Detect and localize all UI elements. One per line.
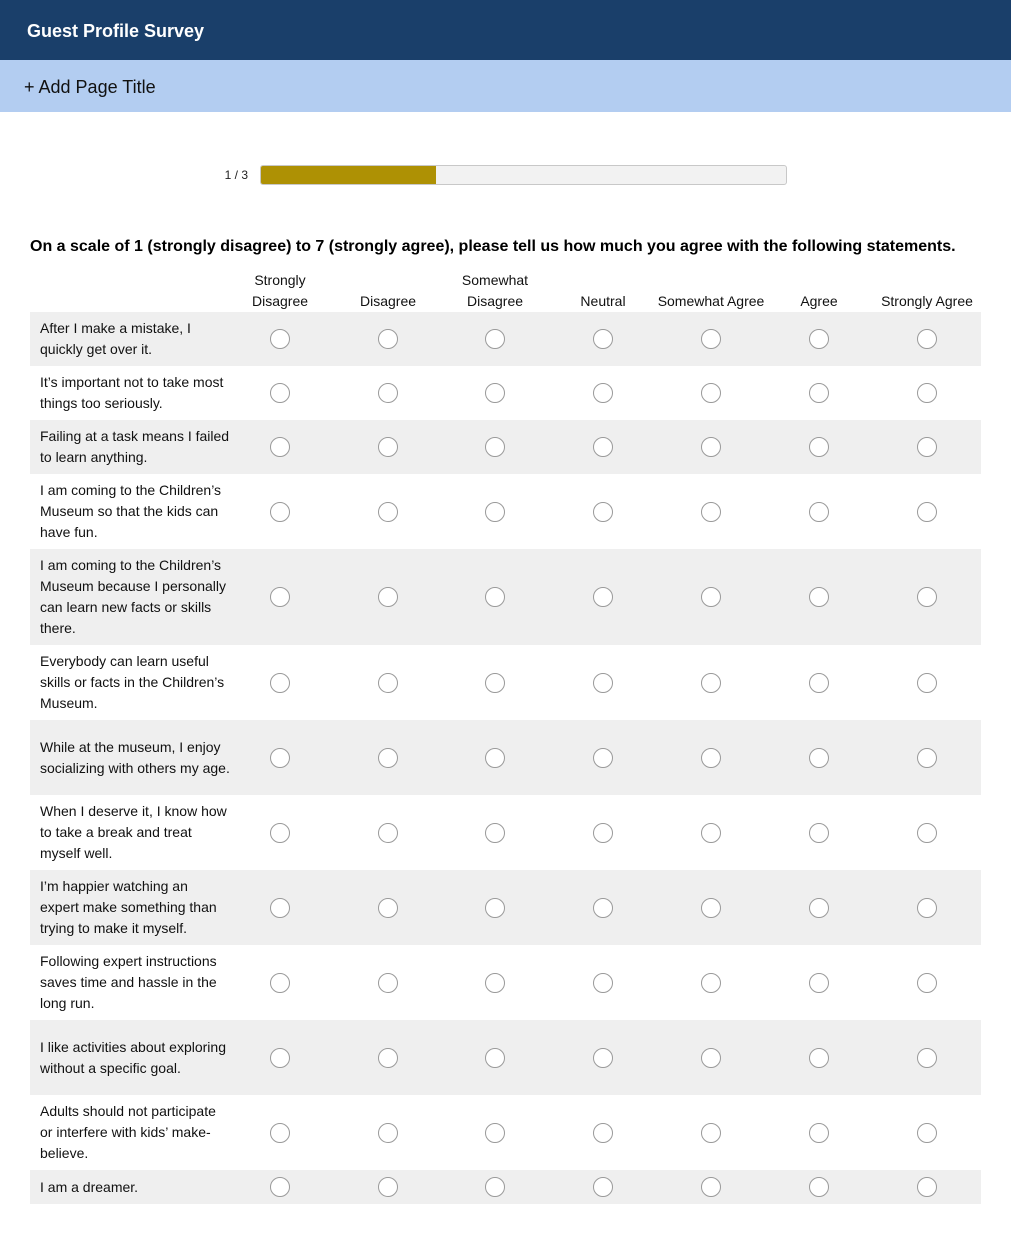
radio-strongly-agree[interactable]: [917, 898, 937, 918]
statement-label: While at the museum, I enjoy socializing with others my age.: [40, 738, 230, 776]
radio-agree[interactable]: [809, 502, 829, 522]
radio-agree[interactable]: [809, 1177, 829, 1197]
radio-somewhat-agree[interactable]: [701, 823, 721, 843]
survey-title: Guest Profile Survey: [27, 21, 205, 41]
radio-somewhat-agree[interactable]: [701, 587, 721, 607]
progress-label: 1 / 3: [224, 168, 248, 182]
radio-strongly-disagree[interactable]: [270, 1048, 290, 1068]
radio-disagree[interactable]: [378, 1123, 398, 1143]
statement-label: Failing at a task means I failed to learn anything.: [40, 428, 230, 465]
radio-agree[interactable]: [809, 823, 829, 843]
radio-somewhat-agree[interactable]: [701, 748, 721, 768]
radio-somewhat-agree[interactable]: [701, 673, 721, 693]
radio-disagree[interactable]: [378, 329, 398, 349]
radio-somewhat-disagree[interactable]: [485, 437, 505, 457]
radio-strongly-disagree[interactable]: [270, 383, 290, 403]
radio-strongly-agree[interactable]: [917, 329, 937, 349]
table-row: [30, 870, 981, 945]
radio-somewhat-agree[interactable]: [701, 502, 721, 522]
radio-somewhat-agree[interactable]: [701, 1177, 721, 1197]
radio-somewhat-disagree[interactable]: [485, 1177, 505, 1197]
radio-strongly-agree[interactable]: [917, 502, 937, 522]
radio-somewhat-agree[interactable]: [701, 1123, 721, 1143]
radio-strongly-disagree[interactable]: [270, 502, 290, 522]
radio-strongly-agree[interactable]: [917, 587, 937, 607]
radio-strongly-agree[interactable]: [917, 1177, 937, 1197]
radio-neutral[interactable]: [593, 587, 613, 607]
radio-neutral[interactable]: [593, 898, 613, 918]
radio-strongly-disagree[interactable]: [270, 437, 290, 457]
app-header: [0, 0, 1011, 60]
table-row: [30, 1020, 981, 1095]
table-row: [30, 549, 981, 645]
radio-somewhat-agree[interactable]: [701, 973, 721, 993]
radio-strongly-agree[interactable]: [917, 1048, 937, 1068]
radio-somewhat-disagree[interactable]: [485, 587, 505, 607]
radio-strongly-agree[interactable]: [917, 973, 937, 993]
radio-strongly-disagree[interactable]: [270, 748, 290, 768]
statement-label: Everybody can learn useful skills or facts in the Children’s Museum.: [40, 653, 225, 711]
radio-disagree[interactable]: [378, 383, 398, 403]
radio-disagree[interactable]: [378, 898, 398, 918]
question-text: On a scale of 1 (strongly disagree) to 7 (strongly agree), please tell us how much you agree with the following statements.: [30, 238, 956, 255]
radio-somewhat-agree[interactable]: [701, 383, 721, 403]
radio-disagree[interactable]: [378, 973, 398, 993]
radio-neutral[interactable]: [593, 1048, 613, 1068]
column-header-disagree: Disagree: [359, 293, 417, 309]
column-header-somewhat-agree: Somewhat Agree: [657, 293, 765, 309]
radio-somewhat-disagree[interactable]: [485, 673, 505, 693]
radio-agree[interactable]: [809, 587, 829, 607]
radio-agree[interactable]: [809, 898, 829, 918]
radio-agree[interactable]: [809, 329, 829, 349]
statement-rows: [30, 312, 981, 1204]
radio-strongly-disagree[interactable]: [270, 1177, 290, 1197]
table-row: [30, 795, 981, 870]
radio-agree[interactable]: [809, 1123, 829, 1143]
statement-label: I am coming to the Children’s Museum because I personally can learn new facts or skills there.: [40, 557, 226, 636]
radio-strongly-disagree[interactable]: [270, 823, 290, 843]
radio-agree[interactable]: [809, 673, 829, 693]
radio-strongly-disagree[interactable]: [270, 329, 290, 349]
radio-neutral[interactable]: [593, 823, 613, 843]
statement-label: It’s important not to take most things too seriously.: [40, 374, 224, 411]
radio-somewhat-disagree[interactable]: [485, 748, 505, 768]
progress-bar: [260, 165, 787, 185]
radio-neutral[interactable]: [593, 1177, 613, 1197]
radio-somewhat-disagree[interactable]: [485, 383, 505, 403]
radio-somewhat-disagree[interactable]: [485, 898, 505, 918]
radio-somewhat-disagree[interactable]: [485, 1048, 505, 1068]
radio-neutral[interactable]: [593, 329, 613, 349]
statement-label: I am a dreamer.: [40, 1178, 139, 1195]
statement-label: When I deserve it, I know how to take a break and treat myself well.: [40, 803, 227, 861]
radio-neutral[interactable]: [593, 437, 613, 457]
column-header-somewhat-disagree: Somewhat Disagree: [461, 272, 529, 309]
radio-strongly-disagree[interactable]: [270, 973, 290, 993]
radio-somewhat-disagree[interactable]: [485, 973, 505, 993]
radio-somewhat-disagree[interactable]: [485, 502, 505, 522]
radio-strongly-disagree[interactable]: [270, 673, 290, 693]
likert-matrix: [30, 268, 981, 1204]
radio-neutral[interactable]: [593, 973, 613, 993]
table-row: [30, 312, 981, 366]
radio-agree[interactable]: [809, 1048, 829, 1068]
statement-label: Adults should not participate or interfere with kids’ make-believe.: [40, 1103, 216, 1161]
radio-neutral[interactable]: [593, 673, 613, 693]
table-row: [30, 1095, 981, 1170]
radio-strongly-disagree[interactable]: [270, 898, 290, 918]
statement-label: I’m happier watching an expert make something than trying to make it myself.: [40, 878, 217, 936]
radio-neutral[interactable]: [593, 748, 613, 768]
radio-disagree[interactable]: [378, 673, 398, 693]
radio-disagree[interactable]: [378, 1048, 398, 1068]
radio-strongly-disagree[interactable]: [270, 587, 290, 607]
column-header-strongly-agree: Strongly Agree: [881, 293, 973, 309]
radio-somewhat-agree[interactable]: [701, 329, 721, 349]
radio-somewhat-agree[interactable]: [701, 898, 721, 918]
radio-somewhat-disagree[interactable]: [485, 329, 505, 349]
progress-bar-fill: [261, 166, 436, 184]
radio-disagree[interactable]: [378, 502, 398, 522]
statement-label: After I make a mistake, I quickly get over it.: [40, 320, 191, 357]
statement-label: I like activities about exploring without a specific goal.: [40, 1038, 226, 1076]
radio-disagree[interactable]: [378, 1177, 398, 1197]
radio-strongly-disagree[interactable]: [270, 1123, 290, 1143]
radio-strongly-agree[interactable]: [917, 823, 937, 843]
radio-neutral[interactable]: [593, 1123, 613, 1143]
radio-neutral[interactable]: [593, 502, 613, 522]
radio-agree[interactable]: [809, 748, 829, 768]
radio-disagree[interactable]: [378, 437, 398, 457]
radio-disagree[interactable]: [378, 587, 398, 607]
radio-strongly-agree[interactable]: [917, 383, 937, 403]
radio-agree[interactable]: [809, 383, 829, 403]
table-row: [30, 366, 981, 420]
table-row: [30, 1170, 981, 1204]
table-row: [30, 720, 981, 795]
statement-label: I am coming to the Children’s Museum so that the kids can have fun.: [40, 482, 222, 540]
radio-somewhat-agree[interactable]: [701, 437, 721, 457]
radio-strongly-agree[interactable]: [917, 1123, 937, 1143]
radio-strongly-agree[interactable]: [917, 437, 937, 457]
radio-disagree[interactable]: [378, 823, 398, 843]
radio-strongly-agree[interactable]: [917, 748, 937, 768]
column-header-agree: Agree: [800, 293, 838, 309]
radio-agree[interactable]: [809, 973, 829, 993]
column-header-neutral: Neutral: [580, 293, 626, 309]
radio-somewhat-disagree[interactable]: [485, 823, 505, 843]
add-page-title-button[interactable]: + Add Page Title: [24, 77, 156, 97]
column-headers: [30, 268, 981, 312]
radio-agree[interactable]: [809, 437, 829, 457]
table-row: [30, 645, 981, 720]
column-header-strongly-disagree: Strongly Disagree: [251, 272, 309, 309]
table-row: [30, 945, 981, 1020]
table-row: [30, 474, 981, 549]
table-row: [30, 420, 981, 474]
radio-strongly-agree[interactable]: [917, 673, 937, 693]
radio-disagree[interactable]: [378, 748, 398, 768]
radio-somewhat-disagree[interactable]: [485, 1123, 505, 1143]
radio-neutral[interactable]: [593, 383, 613, 403]
radio-somewhat-agree[interactable]: [701, 1048, 721, 1068]
statement-label: Following expert instructions saves time and hassle in the long run.: [40, 953, 217, 1011]
